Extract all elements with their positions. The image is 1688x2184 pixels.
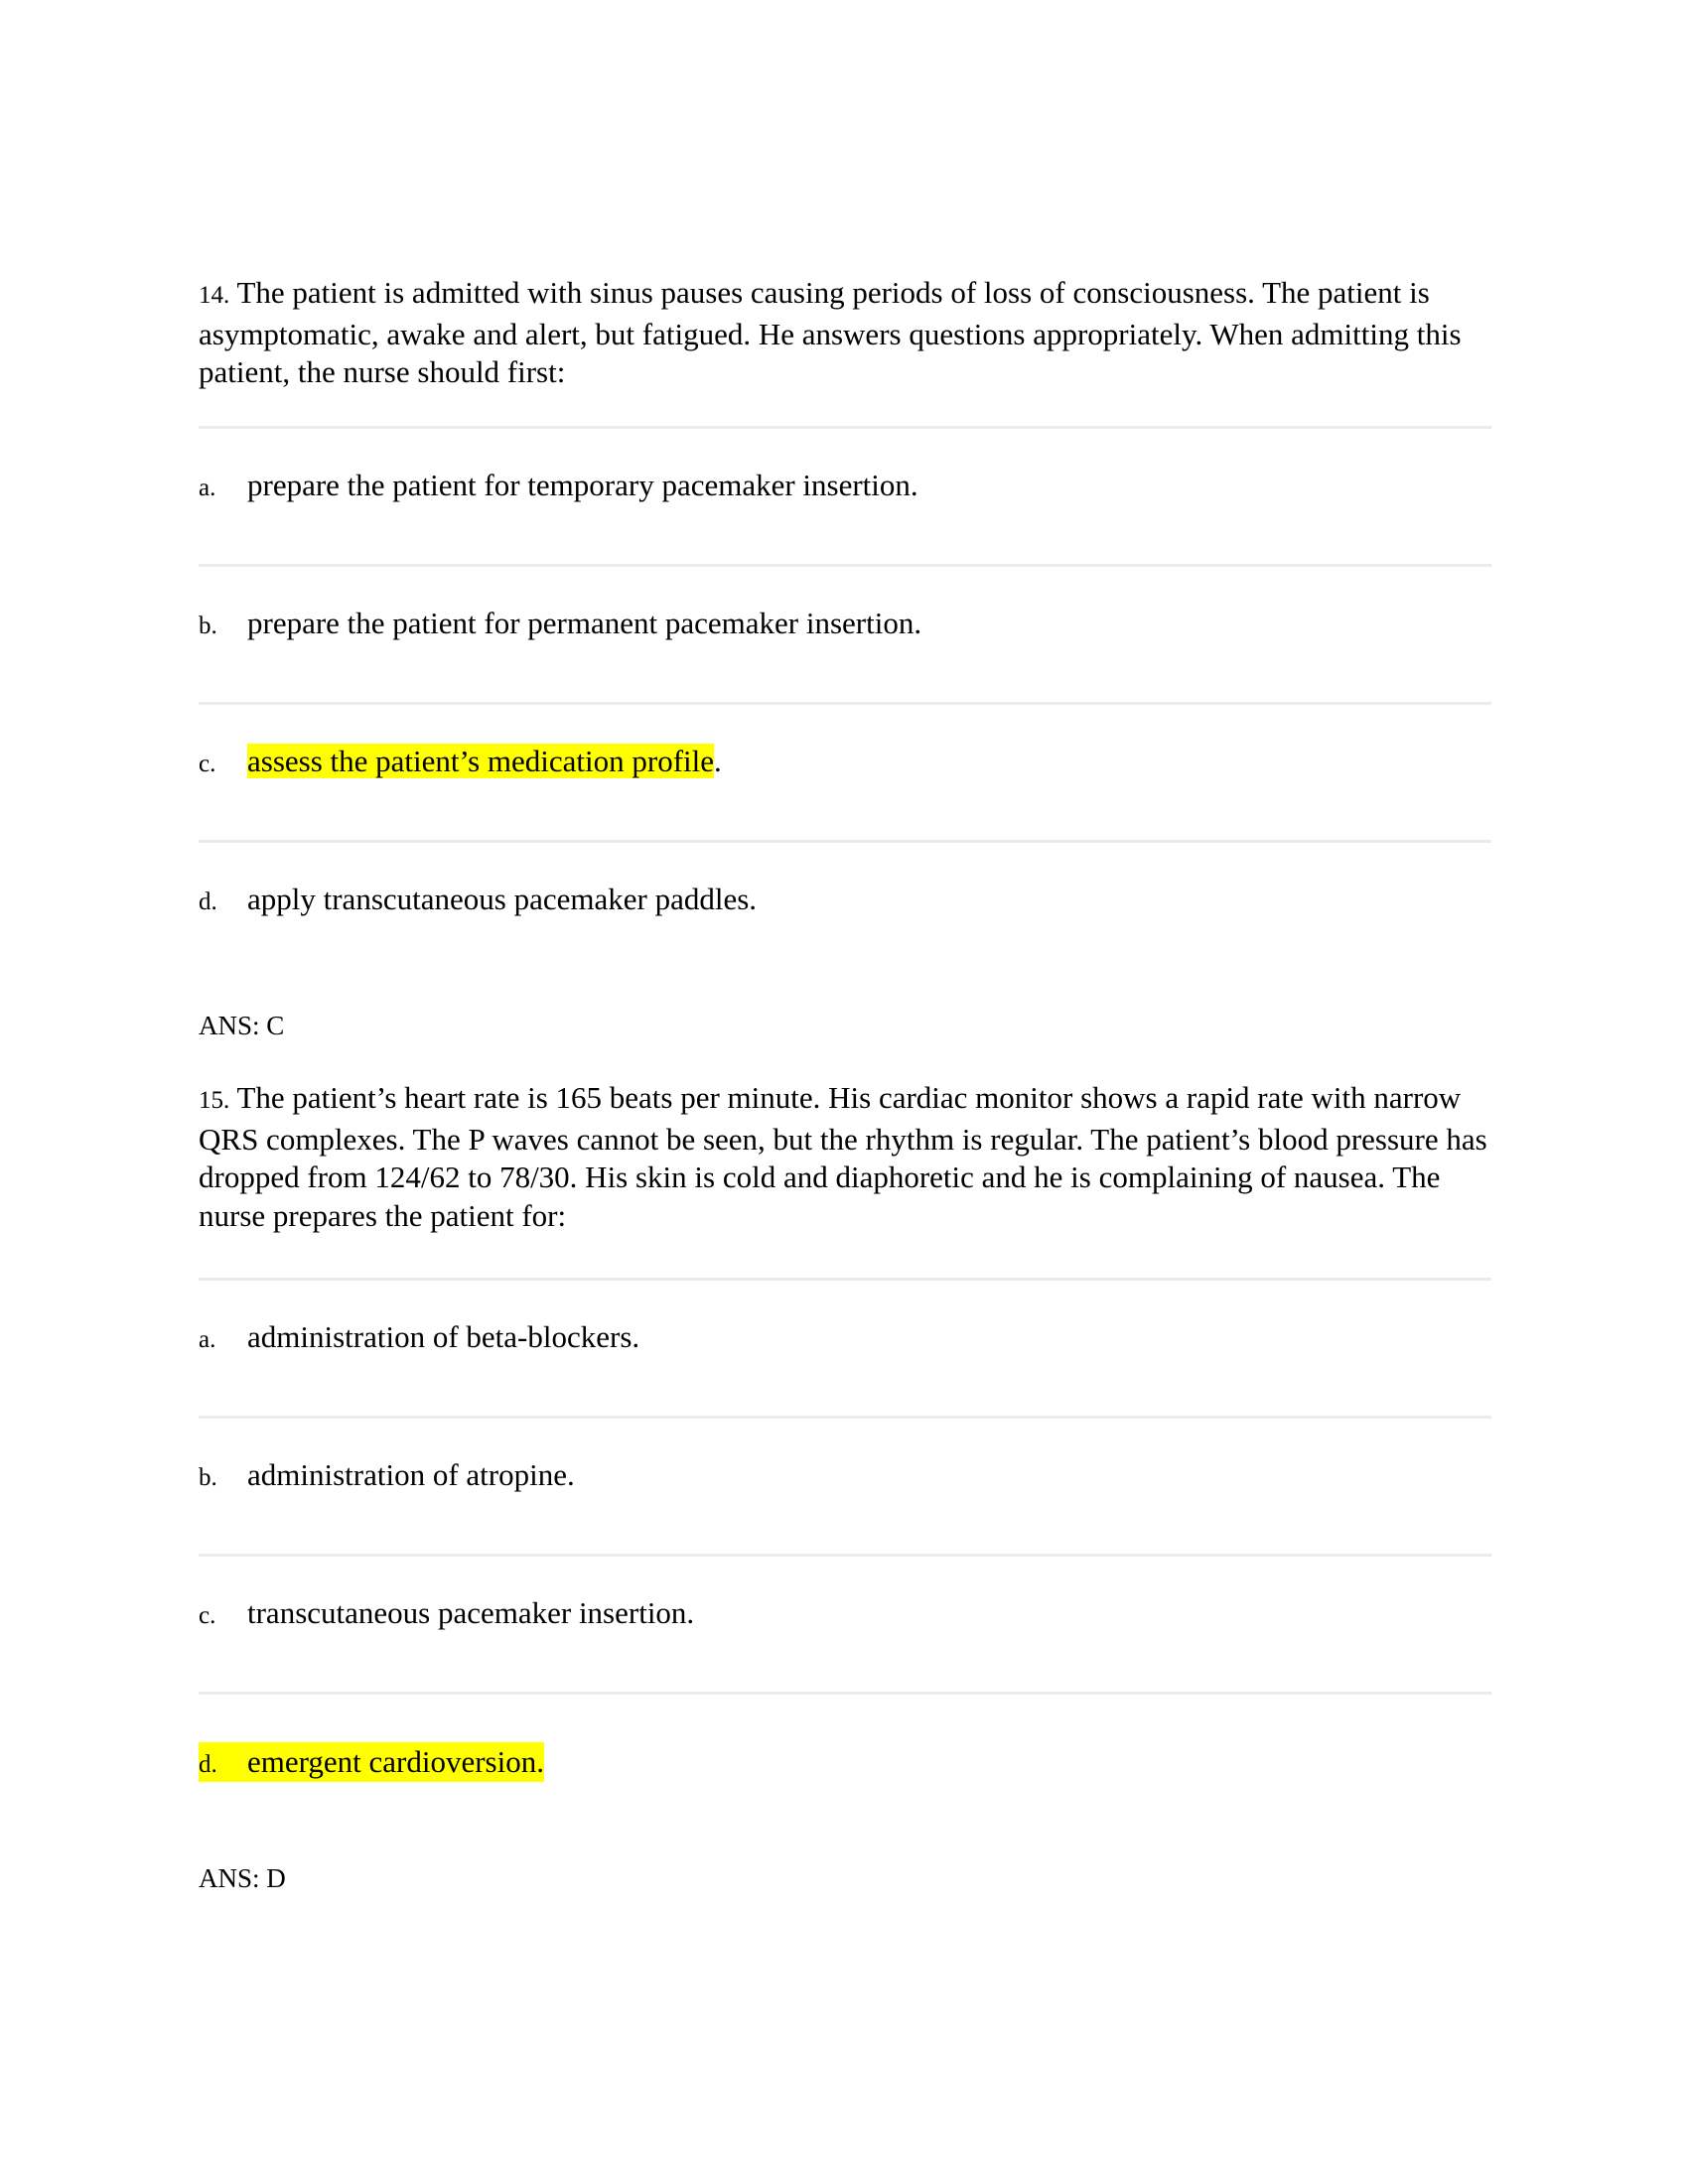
option-letter: d. [199, 888, 217, 915]
divider [199, 840, 1491, 843]
divider [199, 1416, 1491, 1419]
option-14-c [199, 743, 722, 783]
question-text: The patient is admitted with sinus pauses causing periods of loss of consciousness. The patient is asymptomatic, awake and alert, but fatigued. He answers questions appropriately. When admitting this patient, the nurse should first: [199, 275, 1462, 389]
option-suffix: . [714, 744, 722, 778]
divider [199, 1278, 1491, 1281]
divider [199, 702, 1491, 705]
option-letter: d. [199, 1751, 217, 1778]
option-letter: b. [199, 1464, 217, 1491]
option-letter: b. [199, 613, 217, 639]
option-14-a [199, 467, 918, 507]
question-number: 15. [199, 1087, 230, 1114]
option-14-d [199, 881, 757, 921]
option-text: transcutaneous pacemaker insertion. [247, 1595, 695, 1630]
question-14-stem [199, 274, 1509, 392]
answer-14: ANS: C [199, 1011, 285, 1040]
option-letter: c. [199, 751, 216, 777]
option-text: emergent cardioversion. [247, 1744, 544, 1779]
option-text: administration of atropine. [247, 1457, 575, 1492]
option-letter: c. [199, 1602, 216, 1629]
option-text: administration of beta-blockers. [247, 1319, 640, 1354]
option-15-c [199, 1594, 694, 1635]
option-15-d-highlighted [199, 1742, 544, 1782]
option-text: apply transcutaneous pacemaker paddles. [247, 882, 758, 916]
option-letter: a. [199, 475, 216, 501]
divider [199, 426, 1491, 429]
divider [199, 1692, 1491, 1695]
question-15-stem [199, 1079, 1509, 1235]
option-text: prepare the patient for permanent pacemaker insertion. [247, 606, 922, 640]
option-letter: a. [199, 1326, 216, 1353]
option-15-b [199, 1456, 575, 1497]
question-number: 14. [199, 282, 230, 309]
option-text: prepare the patient for temporary pacemaker insertion. [247, 468, 918, 502]
option-15-a [199, 1318, 639, 1359]
answer-15: ANS: D [199, 1863, 286, 1893]
question-text: The patient’s heart rate is 165 beats per minute. His cardiac monitor shows a rapid rate with narrow QRS complexes. The P waves cannot be seen, but the rhythm is regular. The patient’s blood pressure has dropped from 124/62 to 78/30. His skin is cold and diaphoretic and he is complaining of nausea. The nurse prepares the patient for: [199, 1080, 1487, 1233]
divider [199, 1554, 1491, 1557]
divider [199, 564, 1491, 567]
option-14-b [199, 605, 921, 645]
option-text-highlighted: assess the patient’s medication profile [247, 744, 715, 778]
